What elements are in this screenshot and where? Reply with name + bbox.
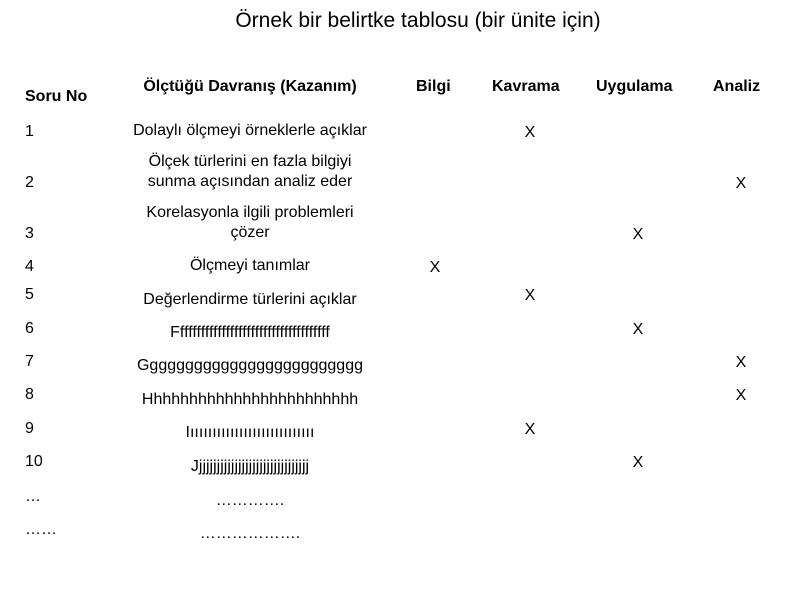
row-number: 1 bbox=[25, 123, 34, 140]
row-behavior bbox=[110, 524, 390, 544]
row-number: … bbox=[25, 488, 41, 505]
row-behavior bbox=[110, 256, 390, 276]
row-behavior bbox=[110, 203, 390, 243]
row-mark-kavrama: X bbox=[524, 287, 536, 304]
row-mark-analiz: X bbox=[735, 387, 747, 404]
row-number: 5 bbox=[25, 286, 34, 303]
row-mark-bilgi: X bbox=[429, 259, 441, 276]
row-behavior-line: Korelasyonla ilgili problemleri bbox=[146, 204, 354, 221]
row-number: 2 bbox=[25, 174, 34, 191]
row-behavior bbox=[110, 290, 390, 310]
row-behavior-line: Jjjjjjjjjjjjjjjjjjjjjjjjjjjjjjjj bbox=[190, 458, 310, 475]
row-mark-analiz: X bbox=[735, 354, 747, 371]
row-behavior bbox=[110, 152, 390, 192]
page-title: Örnek bir belirtke tablosu (bir ünite için) bbox=[235, 9, 601, 32]
row-behavior-line: Ölçmeyi tanımlar bbox=[189, 257, 311, 274]
row-behavior bbox=[110, 323, 390, 343]
row-number: 9 bbox=[25, 420, 34, 437]
row-mark-analiz: X bbox=[735, 175, 747, 192]
row-behavior-line: Fffffffffffffffffffffffffffffffffffff bbox=[170, 324, 330, 341]
row-mark-uygulama: X bbox=[632, 321, 644, 338]
row-behavior-line: Hhhhhhhhhhhhhhhhhhhhhhhh bbox=[141, 391, 359, 408]
header-kavrama: Kavrama bbox=[492, 78, 560, 95]
row-behavior bbox=[110, 390, 390, 410]
row-number: 3 bbox=[25, 225, 34, 242]
row-number: …… bbox=[25, 521, 57, 538]
row-behavior-line: Ggggggggggggggggggggggggg bbox=[136, 357, 363, 374]
row-behavior-line: Değerlendirme türlerini açıklar bbox=[143, 291, 357, 308]
row-number: 7 bbox=[25, 353, 34, 370]
row-behavior bbox=[110, 457, 390, 477]
row-behavior-line: çözer bbox=[230, 224, 270, 241]
row-behavior bbox=[110, 491, 390, 511]
row-mark-uygulama: X bbox=[632, 454, 644, 471]
row-mark-uygulama: X bbox=[632, 226, 644, 243]
row-behavior bbox=[110, 356, 390, 376]
header-bilgi: Bilgi bbox=[416, 78, 451, 95]
row-behavior bbox=[110, 423, 390, 443]
row-behavior-line: Ölçek türlerini en fazla bilgiyi bbox=[148, 153, 352, 170]
row-mark-kavrama: X bbox=[524, 124, 536, 141]
row-mark-kavrama: X bbox=[524, 421, 536, 438]
header-analiz: Analiz bbox=[713, 78, 761, 95]
row-behavior bbox=[110, 121, 390, 141]
header-davranis: Ölçtüğü Davranış (Kazanım) bbox=[143, 78, 357, 95]
header-soru-no: Soru No bbox=[25, 88, 88, 105]
row-behavior-line: Dolaylı ölçmeyi örneklerle açıklar bbox=[133, 122, 367, 139]
row-number: 8 bbox=[25, 386, 34, 403]
row-behavior-line: ………………. bbox=[199, 525, 301, 542]
header-uygulama: Uygulama bbox=[596, 78, 673, 95]
row-behavior-line: Iıııııııııııııııııııııııııııı bbox=[185, 424, 315, 441]
row-number: 10 bbox=[25, 453, 43, 470]
row-behavior-line: sunma açısından analiz eder bbox=[147, 173, 353, 190]
row-number: 4 bbox=[25, 258, 34, 275]
row-behavior-line: …………. bbox=[215, 492, 285, 509]
row-number: 6 bbox=[25, 320, 34, 337]
